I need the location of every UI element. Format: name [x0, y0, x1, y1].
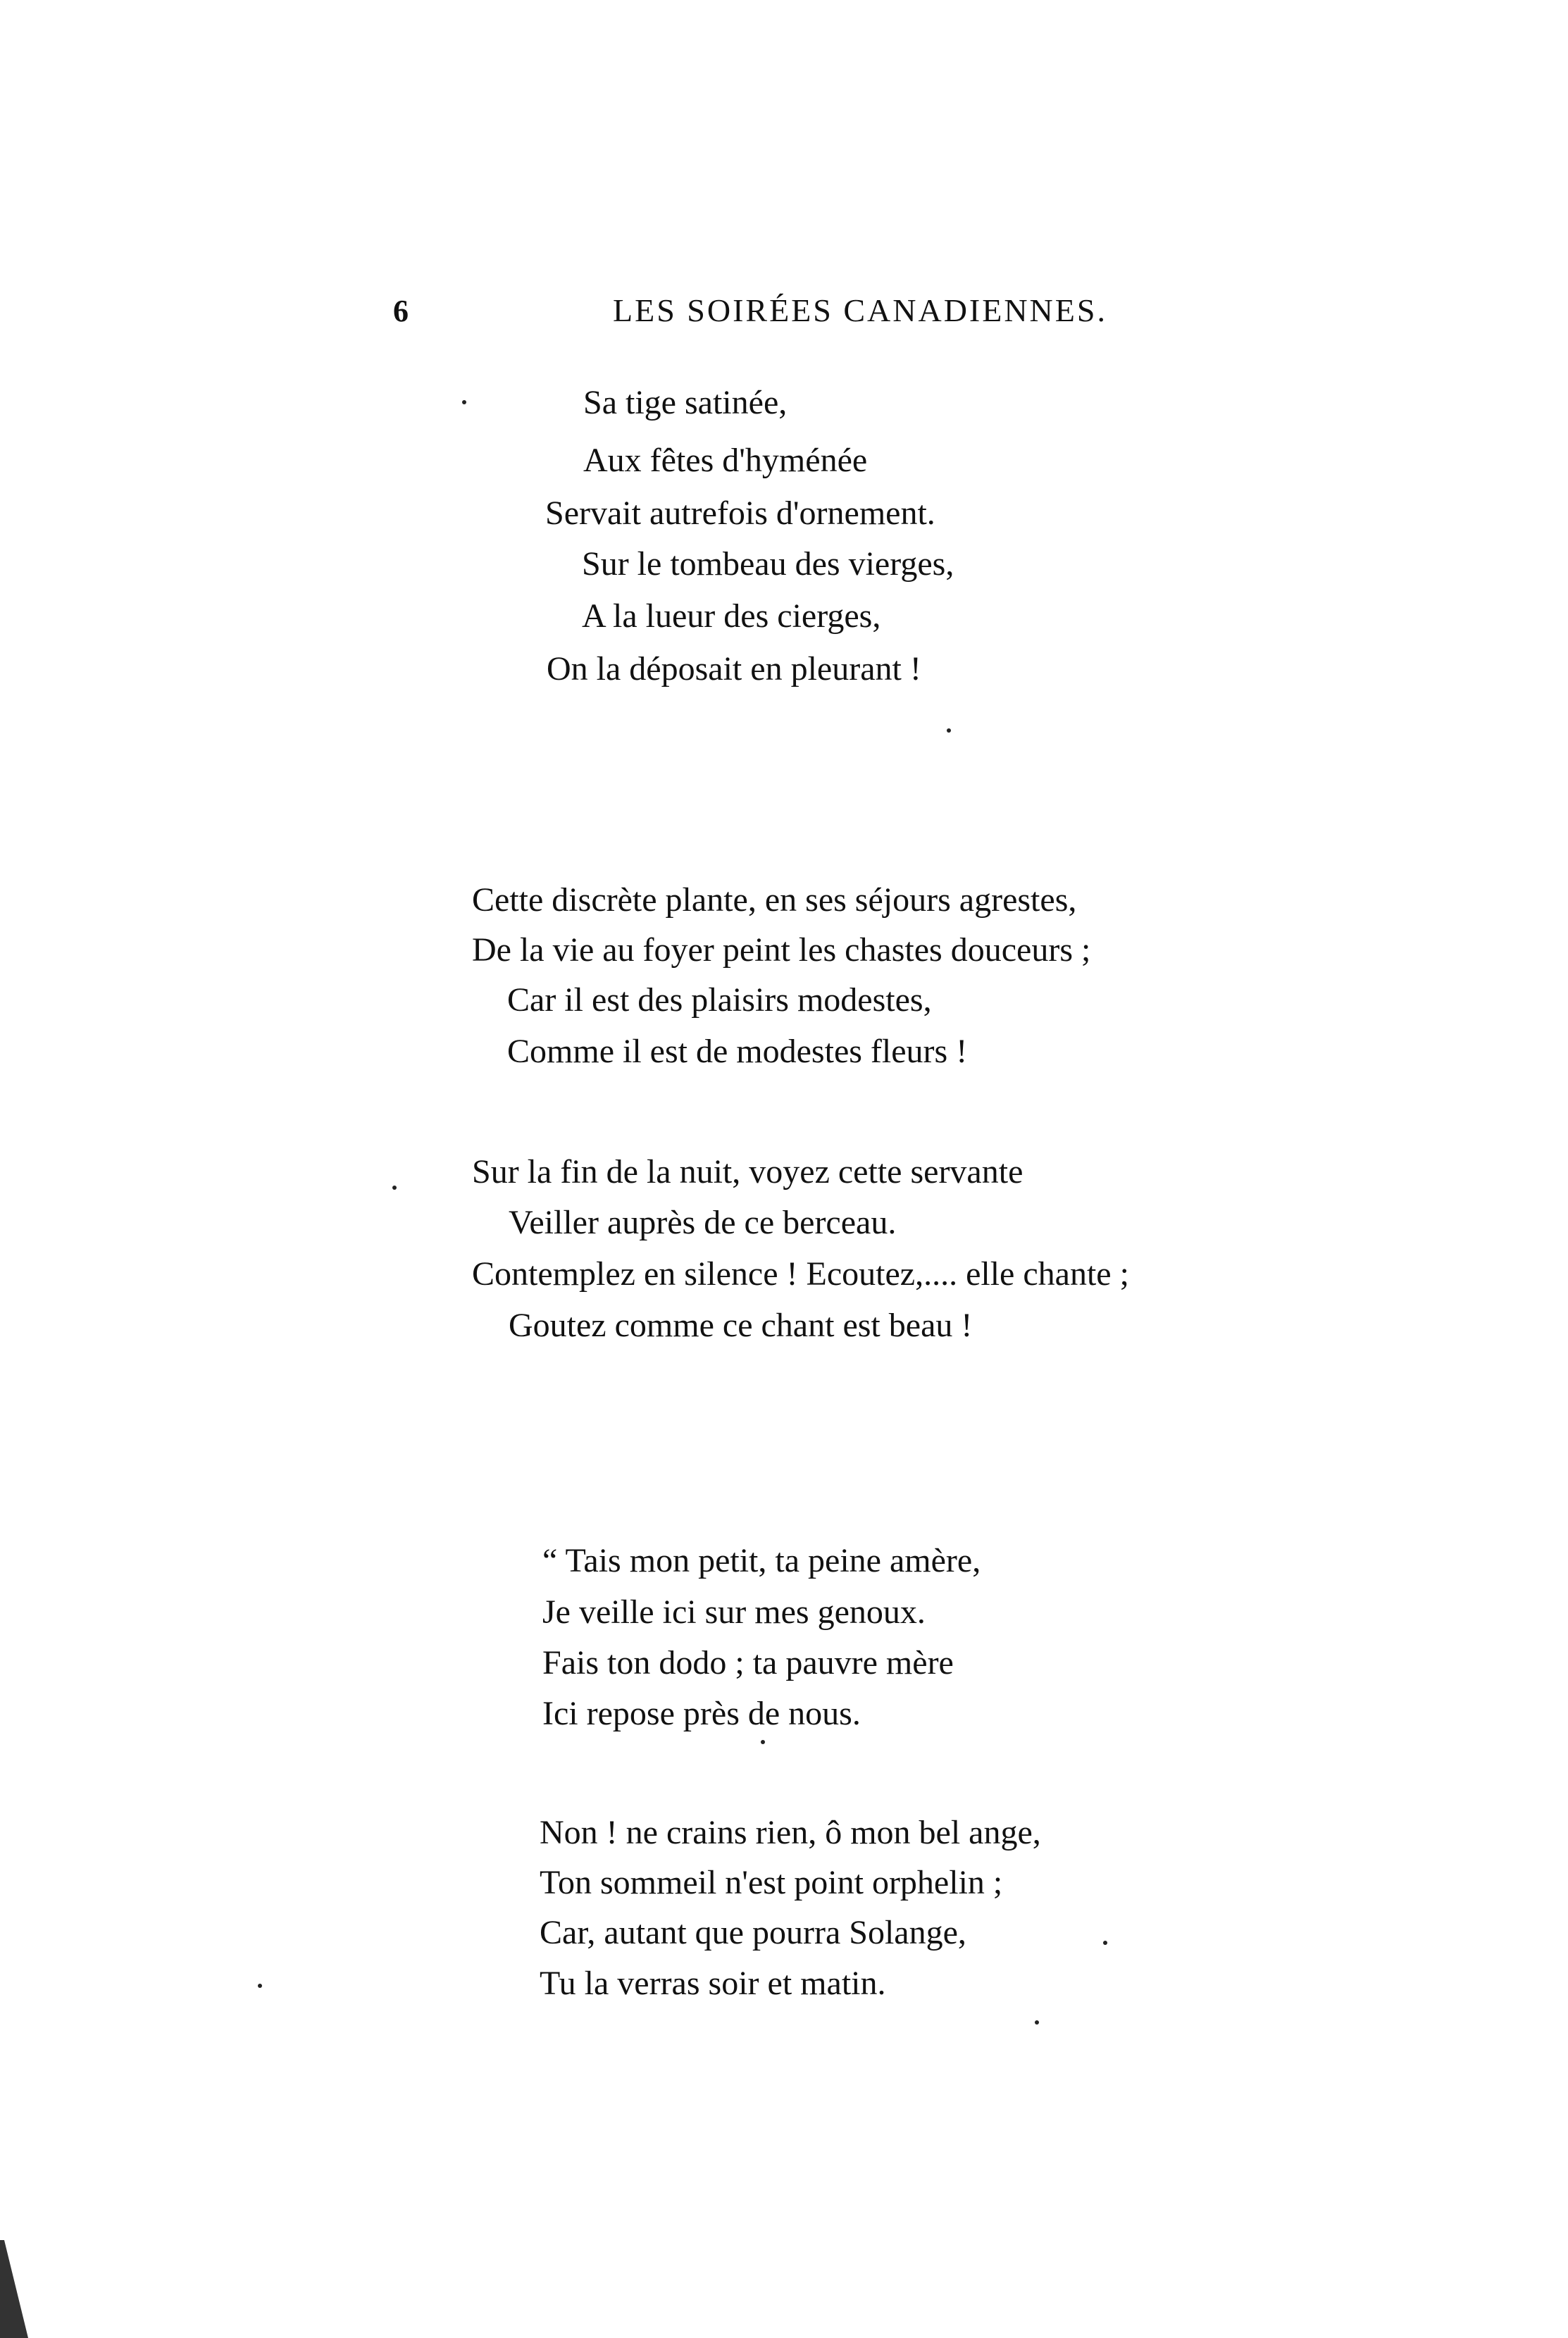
- scan-speck: [761, 1740, 765, 1744]
- verse-line: Servait autrefois d'ornement.: [545, 495, 935, 532]
- scan-speck: [947, 728, 951, 733]
- scan-speck: [392, 1186, 397, 1190]
- verse-line: Sur le tombeau des vierges,: [582, 545, 954, 583]
- verse-line: “ Tais mon petit, ta peine amère,: [542, 1542, 981, 1579]
- verse-line: De la vie au foyer peint les chastes douceurs ;: [472, 931, 1091, 969]
- verse-line: A la lueur des cierges,: [582, 597, 881, 635]
- scan-speck: [462, 400, 466, 404]
- scan-speck: [1103, 1941, 1107, 1945]
- verse-line: Non ! ne crains rien, ô mon bel ange,: [540, 1814, 1041, 1851]
- running-head: LES SOIRÉES CANADIENNES.: [613, 292, 1107, 328]
- verse-line: Sur la fin de la nuit, voyez cette servante: [472, 1153, 1023, 1190]
- scan-speck: [1035, 2020, 1039, 2025]
- verse-line: Car, autant que pourra Solange,: [540, 1914, 966, 1951]
- verse-line: On la déposait en pleurant !: [547, 650, 921, 688]
- verse-line: Cette discrète plante, en ses séjours agrestes,: [472, 881, 1077, 919]
- verse-line: Car il est des plaisirs modestes,: [507, 981, 932, 1019]
- verse-line: Tu la verras soir et matin.: [540, 1965, 886, 2002]
- scan-edge-shadow: [0, 2240, 42, 2338]
- verse-line: Veiller auprès de ce berceau.: [509, 1204, 897, 1241]
- verse-line: Sa tige satinée,: [583, 384, 788, 421]
- verse-line: Ici repose près de nous.: [542, 1695, 861, 1732]
- scan-speck: [258, 1984, 262, 1988]
- verse-line: Je veille ici sur mes genoux.: [542, 1593, 926, 1631]
- verse-line: Goutez comme ce chant est beau !: [509, 1307, 973, 1344]
- verse-line: Ton sommeil n'est point orphelin ;: [540, 1864, 1003, 1901]
- page-number: 6: [393, 294, 409, 328]
- verse-line: Fais ton dodo ; ta pauvre mère: [542, 1644, 954, 1681]
- verse-line: Aux fêtes d'hyménée: [583, 442, 868, 479]
- verse-line: Contemplez en silence ! Ecoutez,.... elle chante ;: [472, 1255, 1129, 1293]
- verse-line: Comme il est de modestes fleurs !: [507, 1033, 968, 1070]
